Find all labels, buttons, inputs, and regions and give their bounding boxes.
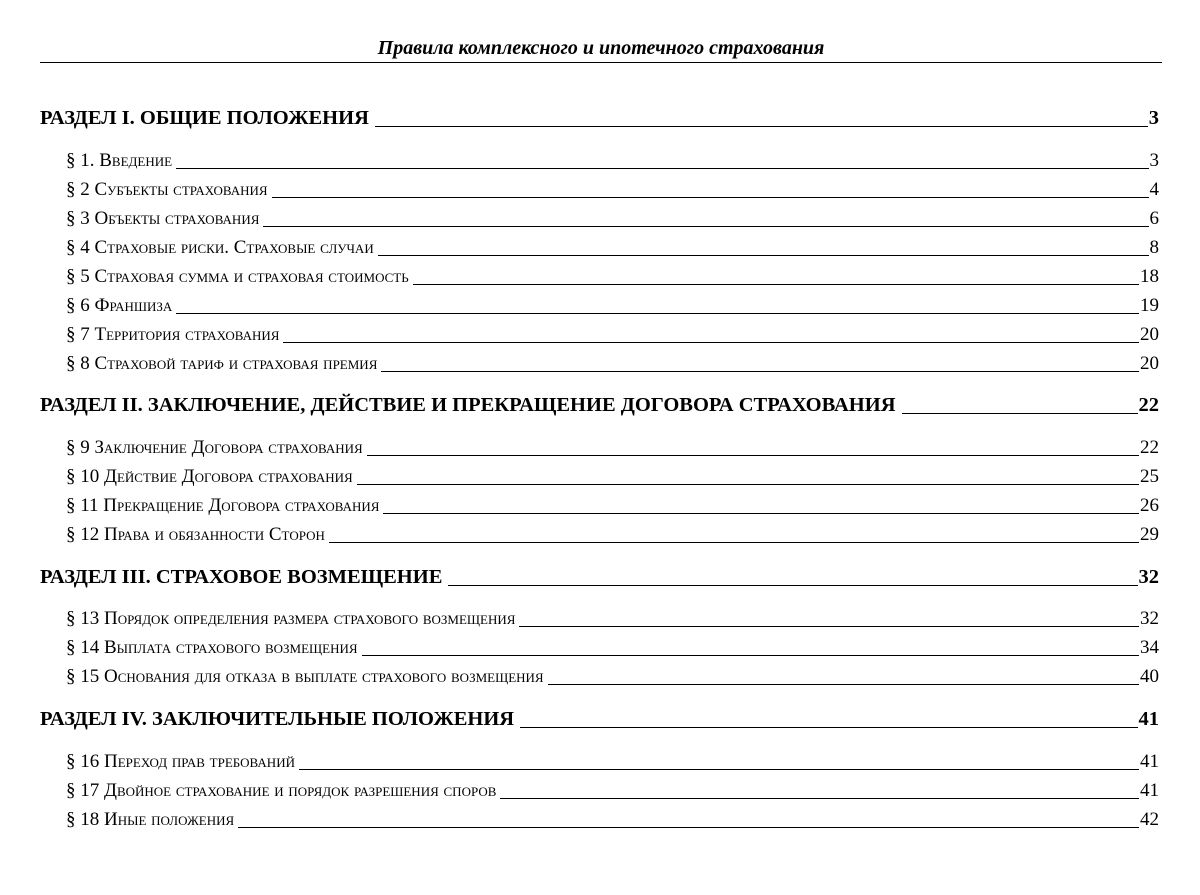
toc-section-title: РАЗДЕЛ II. ЗАКЛЮЧЕНИЕ, ДЕЙСТВИЕ И ПРЕКРАЩЕНИЕ ДОГОВОРА СТРАХОВАНИЯ <box>40 394 896 416</box>
toc-item-title: § 5 Страховая сумма и страховая стоимость <box>66 266 409 287</box>
toc-page-number: 32 <box>1140 608 1159 629</box>
toc-item-title: § 12 Права и обязанности Сторон <box>66 524 325 545</box>
toc-item-title: § 1. Введение <box>66 150 173 171</box>
toc-item-13[interactable] <box>66 608 1159 630</box>
toc-item-9[interactable] <box>66 437 1159 459</box>
toc-item-title: § 8 Страховой тариф и страховая премия <box>66 353 378 374</box>
toc-page-number: 32 <box>1138 566 1159 588</box>
toc-section-title: РАЗДЕЛ I. ОБЩИЕ ПОЛОЖЕНИЯ <box>40 107 369 129</box>
toc-section-1[interactable] <box>40 106 1159 130</box>
running-header-title: Правила комплексного и ипотечного страхования <box>377 37 825 59</box>
toc-page-number: 29 <box>1140 524 1159 545</box>
toc-item-title: § 15 Основания для отказа в выплате страхового возмещения <box>66 666 544 687</box>
toc-leader <box>272 197 1149 198</box>
toc-page-number: 3 <box>1149 150 1159 171</box>
toc-leader <box>381 371 1139 372</box>
toc-page-number: 18 <box>1140 266 1159 287</box>
toc-leader <box>367 455 1139 456</box>
toc-page-number: 41 <box>1138 708 1159 730</box>
toc-page-number: 41 <box>1140 780 1159 801</box>
toc-item-title: § 18 Иные положения <box>66 809 235 830</box>
toc-item-2[interactable] <box>66 179 1159 201</box>
toc-item-18[interactable] <box>66 809 1159 831</box>
toc-page-number: 3 <box>1148 107 1159 129</box>
toc-item-title: § 2 Субъекты страхования <box>66 179 268 200</box>
toc-leader <box>329 542 1139 543</box>
toc-item-5[interactable] <box>66 266 1159 288</box>
toc-leader <box>520 727 1137 728</box>
toc-leader <box>283 342 1139 343</box>
toc-item-title: § 9 Заключение Договора страхования <box>66 437 363 458</box>
toc-item-title: § 3 Объекты страхования <box>66 208 260 229</box>
toc-leader <box>362 655 1139 656</box>
toc-item-16[interactable] <box>66 751 1159 773</box>
toc-item-title: § 11 Прекращение Договора страхования <box>66 495 380 516</box>
toc-item-7[interactable] <box>66 324 1159 346</box>
toc-item-3[interactable] <box>66 208 1159 230</box>
toc-leader <box>448 585 1137 586</box>
toc-leader <box>176 313 1139 314</box>
toc-leader <box>378 255 1149 256</box>
toc-item-6[interactable] <box>66 295 1159 317</box>
toc-leader <box>383 513 1139 514</box>
toc-item-4[interactable] <box>66 237 1159 259</box>
toc-leader <box>548 684 1139 685</box>
toc-item-10[interactable] <box>66 466 1159 488</box>
toc-leader <box>357 484 1139 485</box>
toc-item-title: § 10 Действие Договора страхования <box>66 466 353 487</box>
toc-item-15[interactable] <box>66 666 1159 688</box>
toc-item-11[interactable] <box>66 495 1159 517</box>
toc-item-title: § 13 Порядок определения размера страхового возмещения <box>66 608 516 629</box>
toc-section-4[interactable] <box>40 707 1159 731</box>
toc-item-14[interactable] <box>66 637 1159 659</box>
toc-page-number: 22 <box>1138 394 1159 416</box>
toc-leader <box>519 626 1139 627</box>
toc-leader <box>902 413 1138 414</box>
toc-page-number: 22 <box>1140 437 1159 458</box>
toc-section-title: РАЗДЕЛ IV. ЗАКЛЮЧИТЕЛЬНЫЕ ПОЛОЖЕНИЯ <box>40 708 515 730</box>
toc-item-title: § 14 Выплата страхового возмещения <box>66 637 358 658</box>
toc-item-title: § 7 Территория страхования <box>66 324 280 345</box>
toc-page-number: 4 <box>1149 179 1159 200</box>
toc-leader <box>263 226 1148 227</box>
toc-item-8[interactable] <box>66 353 1159 375</box>
toc-leader <box>176 168 1148 169</box>
toc-leader <box>238 827 1139 828</box>
toc-section-3[interactable] <box>40 565 1159 589</box>
toc-item-title: § 16 Переход прав требований <box>66 751 295 772</box>
toc-item-12[interactable] <box>66 524 1159 546</box>
toc-page-number: 6 <box>1149 208 1159 229</box>
toc-item-title: § 4 Страховые риски. Страховые случаи <box>66 237 374 258</box>
header-rule <box>40 62 1162 63</box>
toc-page-number: 40 <box>1140 666 1159 687</box>
toc-leader <box>413 284 1139 285</box>
toc-leader <box>299 769 1139 770</box>
toc-item-title: § 17 Двойное страхование и порядок разрешения споров <box>66 780 497 801</box>
toc-section-title: РАЗДЕЛ III. СТРАХОВОЕ ВОЗМЕЩЕНИЕ <box>40 566 443 588</box>
toc-item-1[interactable] <box>66 150 1159 172</box>
toc-page-number: 34 <box>1140 637 1159 658</box>
toc-page-number: 19 <box>1140 295 1159 316</box>
toc-page-number: 8 <box>1149 237 1159 258</box>
toc-leader <box>375 126 1148 127</box>
toc-item-title: § 6 Франшиза <box>66 295 173 316</box>
toc-page-number: 41 <box>1140 751 1159 772</box>
toc-page-number: 42 <box>1140 809 1159 830</box>
toc-page-number: 20 <box>1140 353 1159 374</box>
toc-leader <box>500 798 1139 799</box>
toc-page-number: 26 <box>1140 495 1159 516</box>
toc-page-number: 25 <box>1140 466 1159 487</box>
toc-section-2[interactable] <box>40 393 1159 417</box>
toc-item-17[interactable] <box>66 780 1159 802</box>
toc-page-number: 20 <box>1140 324 1159 345</box>
